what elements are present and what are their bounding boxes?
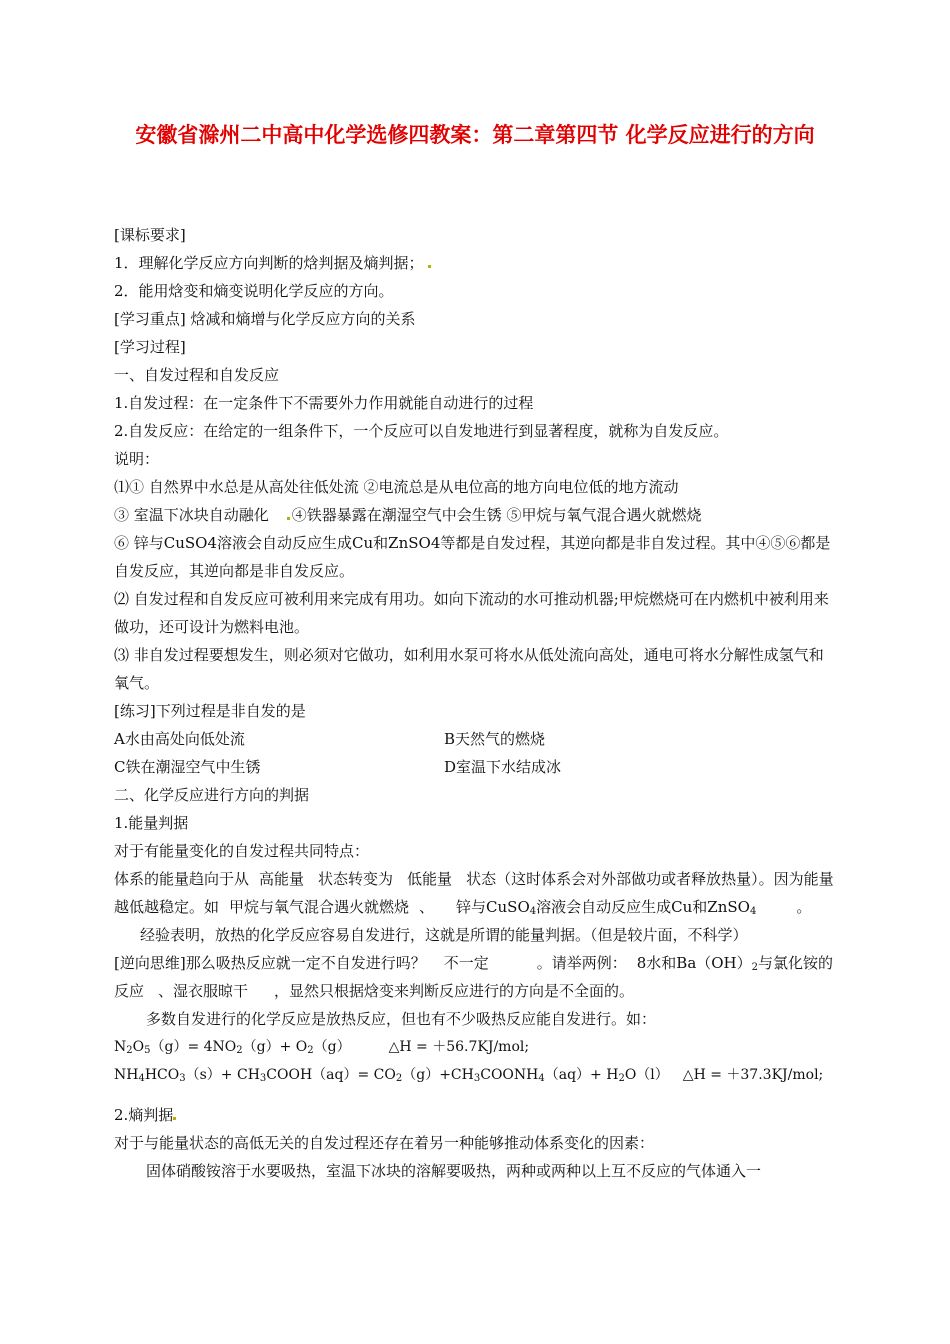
fill-blank-answer: 、湿衣服晾干 (158, 982, 249, 1000)
text-line: 固体硝酸铵溶于水要吸热，室温下冰块的溶解要吸热，两种或两种以上互不反应的气体通入一 (146, 1162, 762, 1180)
text-paragraph: [逆向思维]那么吸热反应就一定不自发进行吗？ 不一定 。请举两例： 8水和$Ba(OH)_2$与氯化铵的反应 、湿衣服晾干 ，显然只根据焓变来判断反应进行的方向是不全面的。 (114, 954, 834, 1000)
section-heading: 二、化学反应进行方向的判据 (114, 786, 310, 804)
exercise-options-row (114, 725, 836, 753)
marker-dot (287, 517, 290, 520)
document-title: 安徽省滁州二中高中化学选修四教案：第二章第四节 化学反应进行的方向 (135, 123, 815, 147)
option-b: B天然气的燃烧 (444, 730, 546, 748)
text-line: 2．能用焓变和熵变说明化学反应的方向。 (114, 282, 394, 300)
text-line: 2.熵判据 (114, 1101, 836, 1129)
text-line: [学习重点] 焓减和熵增与化学反应方向的关系 (114, 310, 416, 328)
text-line: 说明： (114, 450, 160, 468)
exercise-heading: [练习]下列过程是非自发的是 (114, 702, 306, 720)
marker-dot (173, 1117, 176, 1120)
chemical-equation: $N_2O_5(g)= 4NO_2(g)+ O_2(g)$ △H = ＋56.7KJ/mol; (114, 1039, 530, 1056)
fill-blank-answer: 高能量 (259, 870, 305, 888)
text-line: 多数自发进行的化学反应是放热反应，但也有不少吸热反应能自发进行。如： (146, 1010, 657, 1028)
text-line: 经验表明，放热的化学反应容易自发进行，这就是所谓的能量判据。（但是较片面，不科学） (140, 926, 748, 944)
marker-dot (428, 265, 431, 268)
text-line: ③ 室温下冰块自动融化 ④铁器暴露在潮湿空气中会生锈 ⑤甲烷与氧气混合遇火就燃烧 (114, 506, 702, 524)
text-line: 1.能量判据 (114, 814, 189, 832)
exercise-options-row (114, 753, 836, 781)
text-line: [学习过程] (114, 338, 186, 356)
fill-blank-answer: 低能量 (407, 870, 453, 888)
document-body (114, 221, 836, 1185)
option-d: D室温下水结成冰 (444, 758, 562, 776)
section-heading: 一、自发过程和自发反应 (114, 366, 280, 384)
text-paragraph: 体系的能量趋向于从 高能量 状态转变为 低能量 状态（这时体系会对外部做功或者释放热量）。因为能量越低越稳定。如 甲烷与氧气混合遇火就燃烧 、 锌与CuSO$_4$溶液会自动反应生成Cu和ZnSO$_4$ 。 (114, 870, 834, 917)
fill-blank-answer: 锌与CuSO$_4$溶液会自动反应生成Cu和ZnSO$_4$ (456, 898, 757, 917)
text-line: 对于有能量变化的自发过程共同特点： (114, 842, 370, 860)
chemical-equation: $NH_4HCO_3(s)+$ $CH_3COOH(aq)=$ $CO_2(g)+CH_3COONH_4(aq)+ H_2O(l)$ △H = ＋37.3KJ/mol; (114, 1067, 824, 1084)
text-line: 对于与能量状态的高低无关的自发过程还存在着另一种能够推动体系变化的因素： (114, 1134, 655, 1152)
text-line: 1．理解化学反应方向判断的焓判据及熵判据； (114, 249, 836, 277)
fill-blank-answer: 不一定 (443, 954, 489, 972)
text-line: 2.自发反应：在给定的一组条件下，一个反应可以自发地进行到显著程度，就称为自发反应。 (114, 422, 729, 440)
text-line: 1.自发过程：在一定条件下不需要外力作用就能自动进行的过程 (114, 394, 534, 412)
text-paragraph: ⑵ 自发过程和自发反应可被利用来完成有用功。如向下流动的水可推动机器;甲烷燃烧可在内燃机中被利用来做功，还可设计为燃料电池。 (114, 590, 829, 636)
fill-blank-answer: 甲烷与氧气混合遇火就燃烧 (229, 898, 410, 916)
fill-blank-answer: 8水和$Ba(OH)_2$与氯化铵的反应 (114, 954, 834, 1000)
text-paragraph: ⑥ 锌与CuSO4溶液会自动反应生成Cu和ZnSO4等都是自发过程，其逆向都是非自发过程。其中④⑤⑥都是自发反应，其逆向都是非自发反应。 (114, 534, 831, 580)
option-a: A水由高处向低处流 (114, 730, 245, 748)
text-line: [课标要求] (114, 226, 186, 244)
option-c: C铁在潮湿空气中生锈 (114, 758, 261, 776)
text-paragraph: ⑶ 非自发过程要想发生，则必须对它做功，如利用水泵可将水从低处流向高处，通电可将水分解性成氢气和氧气。 (114, 646, 824, 692)
text-line: ⑴① 自然界中水总是从高处往低处流 ②电流总是从电位高的地方向电位低的地方流动 (114, 478, 679, 496)
